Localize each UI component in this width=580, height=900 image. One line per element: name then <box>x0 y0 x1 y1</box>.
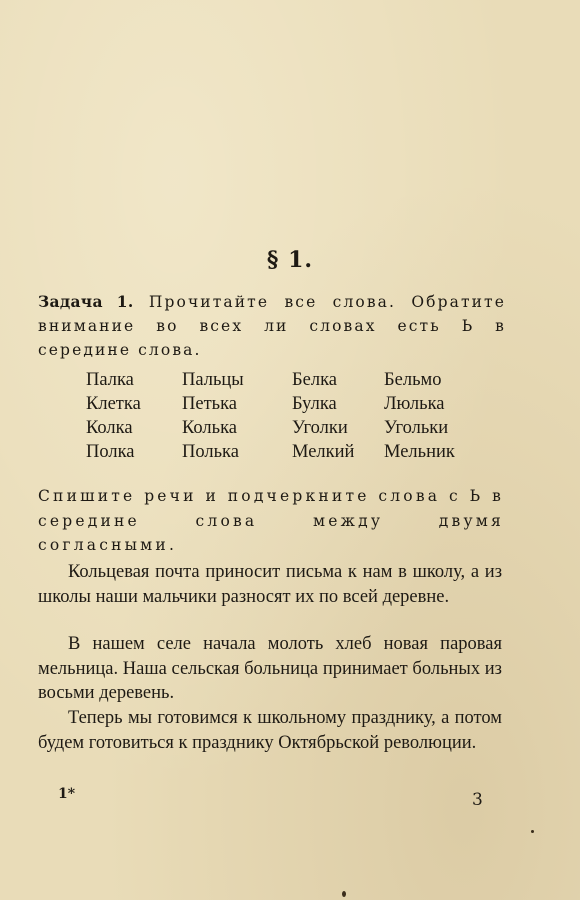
word-cell: Петька <box>182 394 238 414</box>
paragraph: В нашем селе начала молоть хлеб новая паровая мельница. Наша сельская больница принимает больных из восьми деревень. <box>38 634 502 703</box>
ink-speck <box>342 891 346 897</box>
word-row <box>86 418 506 442</box>
ink-speck <box>531 830 534 833</box>
word-cell: Колка <box>86 418 133 438</box>
word-row <box>86 394 506 418</box>
word-cell: Люлька <box>384 394 445 414</box>
word-cell: Уголки <box>292 418 348 438</box>
task-block <box>38 290 506 362</box>
word-row <box>86 370 506 394</box>
word-cell: Полка <box>86 442 135 462</box>
instruction-text: Спишите речи и подчеркните слова с Ь в середине слова между двумя согласными. <box>38 487 504 554</box>
word-cell: Мельник <box>384 442 455 462</box>
word-cell: Палка <box>86 370 134 390</box>
task-label: Задача 1. <box>38 292 134 311</box>
word-cell: Полька <box>182 442 239 462</box>
bleed-through-text <box>40 88 510 208</box>
word-row <box>86 442 506 466</box>
paragraph: Теперь мы готовимся к школьному празднику, а потом будем готовиться к празднику Октябрьской революции. <box>38 708 502 753</box>
word-cell: Мелкий <box>292 442 355 462</box>
printer-signature-mark: 1* <box>58 786 76 802</box>
page-number: 3 <box>472 790 483 810</box>
word-cell: Белка <box>292 370 337 390</box>
word-table <box>86 370 506 466</box>
word-cell: Булка <box>292 394 337 414</box>
section-title: § 1. <box>266 247 314 273</box>
word-cell: Угольки <box>384 418 449 438</box>
word-cell: Пальцы <box>182 370 244 390</box>
word-cell: Колька <box>182 418 238 438</box>
word-cell: Клетка <box>86 394 141 414</box>
paragraph: Кольцевая почта приносит письма к нам в школу, а из школы наши мальчики разносят их по всей деревне. <box>38 562 502 607</box>
task-text: Прочитайте все слова. Обратите внимание во всех ли словах есть Ь в середине слова. <box>38 293 506 359</box>
word-cell: Бельмо <box>384 370 442 390</box>
